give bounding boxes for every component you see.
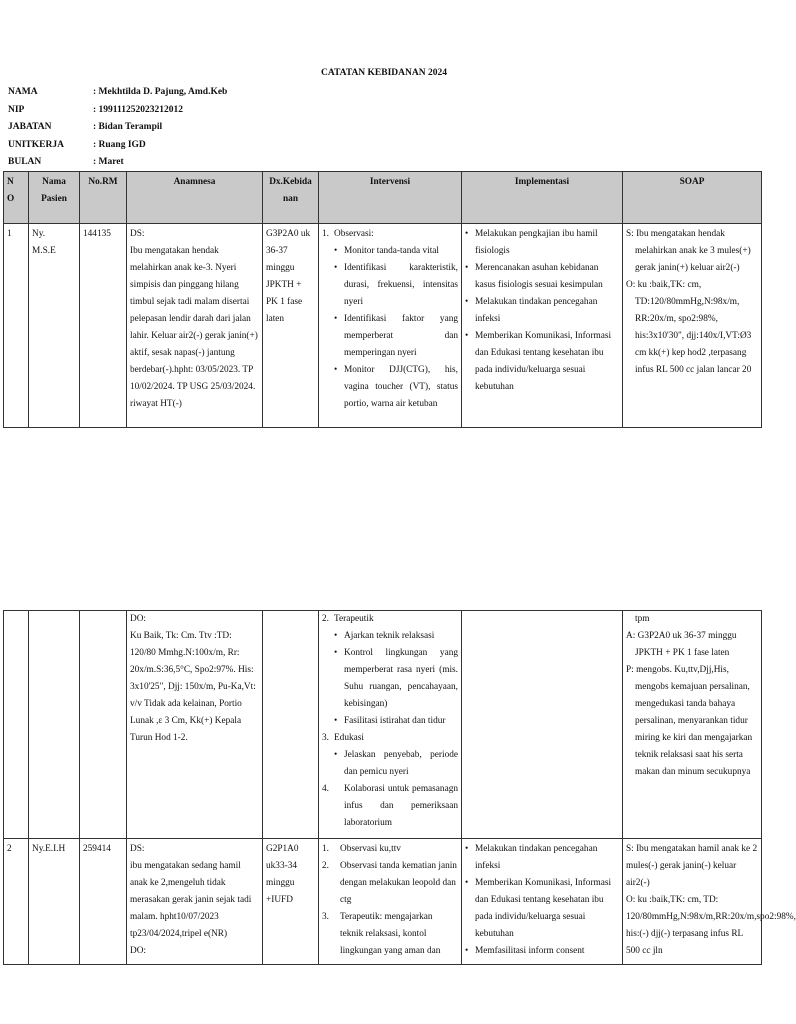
list-item: • Memberikan Komunikasi, Informasi dan Edukasi tentang kesehatan ibu pada individu/keluarga sesuai kebutuhan bbox=[465, 328, 619, 396]
cell-dx: G2P1A0 uk33-34 minggu +IUFD bbox=[263, 839, 319, 965]
cell-norm: 144135 bbox=[80, 224, 127, 428]
list-item: • Melakukan pengkajian ibu hamil fisiologis bbox=[465, 226, 619, 260]
cell-no bbox=[4, 611, 29, 839]
cell-dx bbox=[263, 611, 319, 839]
cell-implementasi bbox=[462, 839, 623, 965]
list-item: • Memberikan Komunikasi, Informasi dan Edukasi tentang kesehatan ibu pada individu/keluarga sesuai kebutuhan bbox=[465, 875, 619, 943]
cell-intervensi: 2. Terapeutik • Ajarkan teknik relaksasi • Kontrol lingkungan yang memperberat rasa nyeri (mis. Suhu ruangan, pencahayaan, kebisingan) • Fasilitasi istirahat dan tidur 3. Edukasi • Jelaskan penyebab, periode dan pemicu nyeri 4. Kolaborasi untuk pemasanagn infus dan pemeriksaan laboratorium bbox=[319, 611, 462, 839]
col-header-nama: Nama Pasien bbox=[29, 172, 80, 224]
table-row bbox=[4, 224, 762, 428]
list-item: • Fasilitasi istirahat dan tidur bbox=[322, 713, 458, 730]
cell-soap: tpm A: G3P2A0 uk 36-37 minggu JPKTH + PK 1 fase laten P: mengobs. Ku,ttv,Djj,His, mengobs kemajuan persalinan, mengedukasi tanda bahaya persalinan, menyarankan tidur miring ke kiri dan mengajarkan teknik relaksasi saat his serta makan dan minum secukupnya bbox=[623, 611, 762, 839]
meta-nip: NIP : 199111252023212012 bbox=[8, 104, 183, 115]
page-title: CATATAN KEBIDANAN 2024 bbox=[321, 68, 447, 78]
cell-no: 2 bbox=[4, 839, 29, 965]
cell-soap: S: Ibu mengatakan hamil anak ke 2 mules(-) gerak janin(-) keluar air2(-) O: ku :baik,TK: cm, TD: 120/80mmHg,N:98x/m,RR:20x/m,spo2:98%, his:(-) djj(-) terpasang infus RL 500 cc jln bbox=[623, 839, 762, 965]
meta-bulan: BULAN : Maret bbox=[8, 157, 124, 167]
table-row bbox=[4, 611, 762, 839]
list-item: • Identifikasi karakteristik, durasi, frekuensi, intensitas nyeri bbox=[322, 260, 458, 311]
cell-soap: S: Ibu mengatakan hendak melahirkan anak ke 3 mules(+) gerak janin(+) keluar air2(-) O: ku :baik,TK: cm, TD:120/80mmHg,N:98x/m, RR:20x/m, spo2:98%, his:3x10'30", djj:140x/I,VT:Ø3 cm kk(+) kep hod2 ,terpasang infus RL 500 cc jalan lancar 20 bbox=[623, 224, 762, 428]
cell-anamnesa: DO: Ku Baik, Tk: Cm. Ttv :TD: 120/80 Mmhg.N:100x/m, Rr: 20x/m.S:36,5°C, Spo2:97%. His: 3x10'25", Djj: 150x/m, Pu-Ka,Vt: v/v Tidak ada kelainan, Portio Lunak ,ɛ 3 Cm, Kk(+) Kepala Turun Hod 1-2. bbox=[127, 611, 263, 839]
meta-nama: NAMA : Mekhtilda D. Pajung, Amd.Keb bbox=[8, 87, 228, 97]
record-table-page2 bbox=[3, 610, 796, 965]
col-header-dx: Dx.Kebida nan bbox=[263, 172, 319, 224]
cell-nama: Ny. M.S.E bbox=[29, 224, 80, 428]
list-item: • Ajarkan teknik relaksasi bbox=[322, 628, 458, 645]
list-item: • Monitor tanda-tanda vital bbox=[322, 243, 458, 260]
cell-implementasi bbox=[462, 224, 623, 428]
cell-dx: G3P2A0 uk 36-37 minggu JPKTH + PK 1 fase laten bbox=[263, 224, 319, 428]
list-item: • Melakukan tindakan pencegahan infeksi bbox=[465, 294, 619, 328]
list-item: • Identifikasi faktor yang memperberat dan memperingan nyeri bbox=[322, 311, 458, 362]
cell-norm bbox=[80, 611, 127, 839]
cell-intervensi: 1. Observasi ku,ttv 2. Observasi tanda kematian janin dengan melakukan leopold dan ctg 3. Terapeutik: mengajarkan teknik relaksasi, kontol lingkungan yang aman dan bbox=[319, 839, 462, 965]
meta-unitkerja: UNITKERJA : Ruang IGD bbox=[8, 139, 146, 150]
list-item: • Kontrol lingkungan yang memperberat rasa nyeri (mis. Suhu ruangan, pencahayaan, kebisingan) bbox=[322, 645, 458, 713]
col-header-intervensi: Intervensi bbox=[319, 172, 462, 224]
list-item: • Melakukan tindakan pencegahan infeksi bbox=[465, 841, 619, 875]
list-item: • Merencanakan asuhan kebidanan kasus fisiologis sesuai kesimpulan bbox=[465, 260, 619, 294]
record-table-page1 bbox=[3, 171, 762, 428]
cell-anamnesa: DS: ibu mengatakan sedang hamil anak ke 2,mengeluh tidak merasakan gerak janin sejak tadi malam. hpht10/07/2023 tp23/04/2024,tripel e(NR) DO: bbox=[127, 839, 263, 965]
col-header-norm: No.RM bbox=[80, 172, 127, 224]
col-header-implementasi: Implementasi bbox=[462, 172, 623, 224]
col-header-soap: SOAP bbox=[623, 172, 762, 224]
cell-implementasi bbox=[462, 611, 623, 839]
list-item: • Jelaskan penyebab, periode dan pemicu nyeri bbox=[322, 747, 458, 781]
table-header-row bbox=[4, 172, 762, 224]
header-info bbox=[8, 84, 227, 172]
cell-intervensi: 1. Observasi: • Monitor tanda-tanda vital • Identifikasi karakteristik, durasi, frekuensi, intensitas nyeri • Identifikasi faktor yang memperberat dan memperingan nyeri • Monitor DJJ(CTG), his, vagina toucher (VT), status portio, warna air ketuban bbox=[319, 224, 462, 428]
list-item: • Memfasilitasi inform consent bbox=[465, 943, 619, 960]
col-header-anamnesa: Anamnesa bbox=[127, 172, 263, 224]
cell-nama: Ny.E.I.H bbox=[29, 839, 80, 965]
list-item: • Monitor DJJ(CTG), his, vagina toucher (VT), status portio, warna air ketuban bbox=[322, 362, 458, 413]
cell-norm: 259414 bbox=[80, 839, 127, 965]
cell-no: 1 bbox=[4, 224, 29, 428]
meta-jabatan: JABATAN : Bidan Terampil bbox=[8, 122, 163, 132]
col-header-no: N O bbox=[4, 172, 29, 224]
cell-anamnesa: DS: Ibu mengatakan hendak melahirkan anak ke-3. Nyeri simpisis dan pinggang hilang timbul sejak tadi malam disertai pelepasan lendir darah dari jalan lahir. Keluar air2(-) gerak janin(+) aktif, sesak napas(-) jantung berdebar(-).hpht: 03/05/2023. TP 10/02/2024. TP USG 25/03/2024. riwayat HT(-) bbox=[127, 224, 263, 428]
table-row bbox=[4, 839, 762, 965]
cell-nama bbox=[29, 611, 80, 839]
